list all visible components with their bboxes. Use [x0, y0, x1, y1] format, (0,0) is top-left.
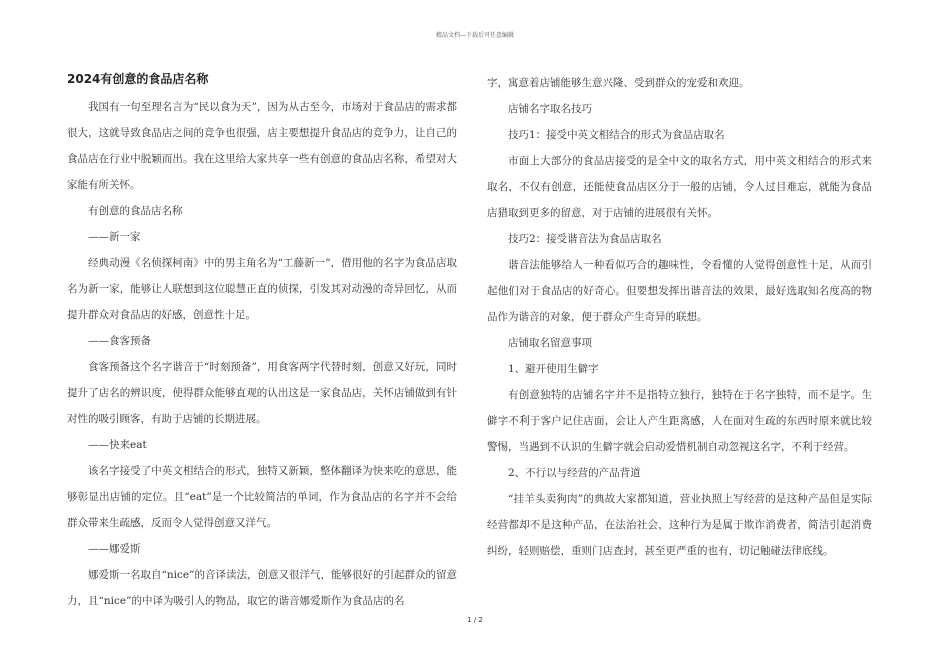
- section-heading: 有创意的食品店名称: [88, 205, 183, 217]
- name-heading: ——食客预备: [88, 335, 151, 347]
- subheading: 1、避开使用生僻字: [508, 363, 599, 375]
- document-title: 2024有创意的食品店名称: [67, 72, 209, 86]
- tip-heading: 技巧1：接受中英文相结合的形式为食品店取名: [508, 129, 725, 141]
- name-heading: ——新一家: [88, 231, 141, 243]
- paragraph-continued: 字，寓意着店铺能够生意兴隆、受到群众的宠爱和欢迎。: [487, 77, 750, 89]
- paragraph: 食客预备这个名字谐音于“时刻预备”，用食客两字代替时刻，创意又好玩，同时提升了店名的辨识度，使得群众能够直观的认出这是一家食品店，关怀店铺做到有针对性的吸引顾客，有助于店铺的长期进展。: [67, 361, 457, 425]
- section-heading: 店铺名字取名技巧: [508, 103, 592, 115]
- tip-heading: 技巧2：接受谐音法为食品店取名: [508, 233, 662, 245]
- paragraph: 谐音法能够给人一种看似巧合的趣味性，令看懂的人觉得创意性十足，从而引起他们对于食品店的好奇心。但要想发挥出谐音法的效果，最好选取知名度高的物品作为谐音的对象，便于群众产生奇异的联想。: [487, 259, 872, 323]
- subheading: 2、不行以与经营的产品背道: [508, 467, 641, 479]
- paragraph: 经典动漫《名侦探柯南》中的男主角名为“工藤新一”，借用他的名字为食品店取名为新一家，能够让人联想到这位聪慧正直的侦探，引发其对动漫的奇异回忆，从而提升群众对食品店的好感，创意性十足。: [67, 257, 457, 321]
- page-number: 1 / 2: [467, 616, 483, 624]
- section-heading: 店铺取名留意事项: [508, 337, 592, 349]
- page-header: 精品文档---下载后可任意编辑: [435, 32, 515, 39]
- paragraph: “挂羊头卖狗肉”的典故大家都知道，营业执照上写经营的是这种产品但是实际经营都却不是这种产品，在法治社会，这种行为是属于欺诈消费者，简洁引起消费纠纷，轻则赔偿，重则门店查封，甚至更严重的也有，切记触碰法律底线。: [487, 493, 872, 557]
- right-column: [487, 70, 872, 564]
- paragraph: 我国有一句至理名言为“民以食为天”，因为从古至今，市场对于食品店的需求都很大，这就导致食品店之间的竞争也很强，店主要想提升食品店的竞争力，让自己的食品店在行业中脱颖而出。我在这里给大家共享一些有创意的食品店名称，希望对大家能有所关怀。: [67, 101, 457, 191]
- name-heading: ——快来eat: [88, 439, 147, 451]
- paragraph: 有创意独特的店铺名字并不是指特立独行，独特在于名字独特，而不是字。生僻字不利于客户记住店面，会让人产生距离感，人在面对生疏的东西时原来就比较警惕，当遇到不认识的生僻字就会启动爱惜机制自动忽视这名字，不利于经营。: [487, 389, 872, 453]
- paragraph: 市面上大部分的食品店接受的是全中文的取名方式，用中英文相结合的形式来取名，不仅有创意，还能使食品店区分于一般的店铺，令人过目难忘，就能为食品店猎取到更多的留意，对于店铺的进展很有关怀。: [487, 155, 872, 219]
- name-heading: ——娜爱斯: [88, 543, 141, 555]
- paragraph: 该名字接受了中英文相结合的形式，独特又新颖，整体翻译为快来吃的意思，能够彰显出店铺的定位。且“eat”是一个比较简洁的单词，作为食品店的名字并不会给群众带来生疏感，反而令人觉得创意又洋气。: [67, 465, 457, 529]
- left-column: [67, 70, 457, 614]
- paragraph: 娜爱斯一名取自“nice”的音译读法，创意又很洋气，能够很好的引起群众的留意力，且“nice”的中译为吸引人的物品，取它的谐音娜爱斯作为食品店的名: [67, 569, 457, 607]
